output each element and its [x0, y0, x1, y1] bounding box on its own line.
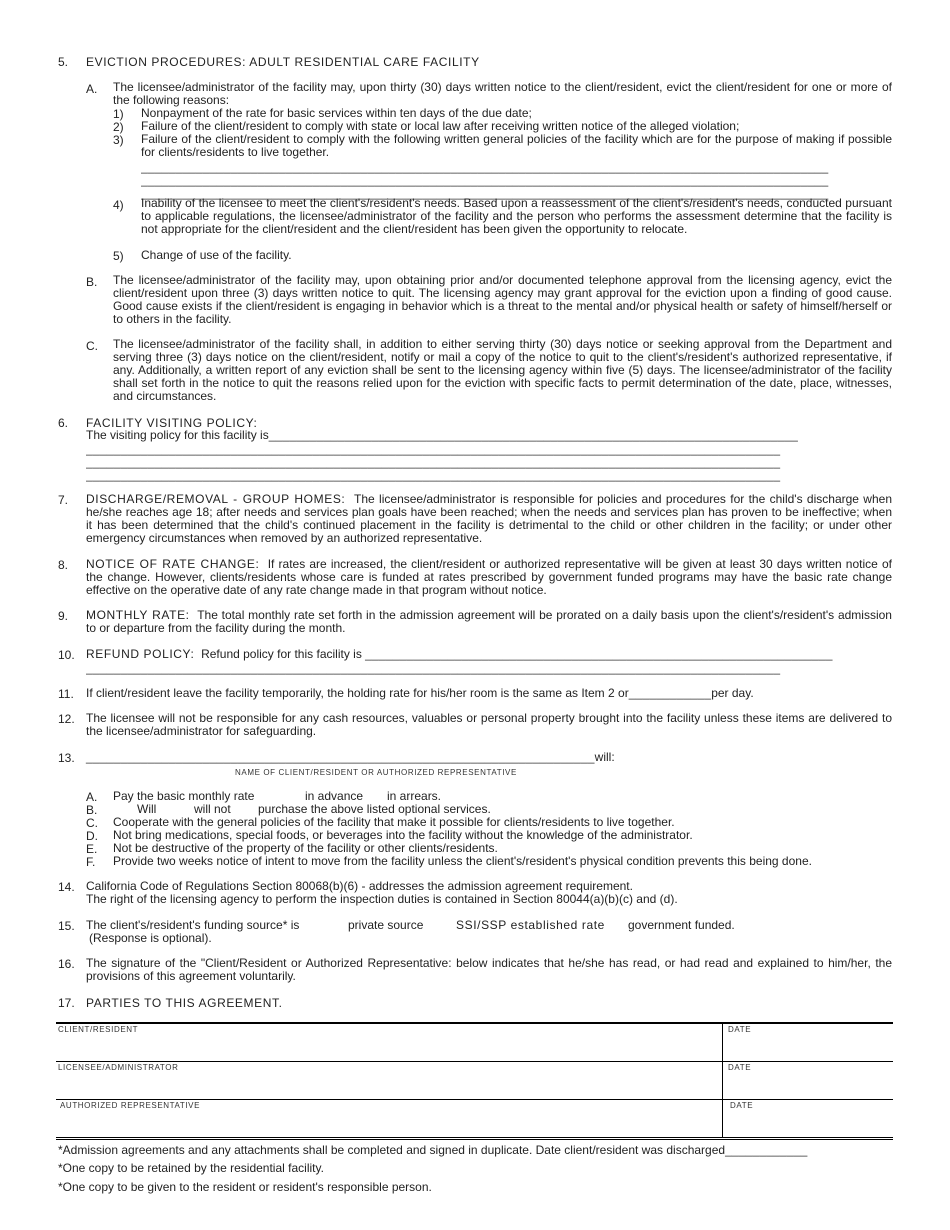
refund-policy-line-2[interactable]: _____________________________________________________________________________________________________	[86, 662, 781, 675]
reason-3-blank-line-1[interactable]: ____________________________________________________________________________________________________	[141, 161, 829, 174]
section-15-text: The client's/resident's funding source* is	[86, 918, 300, 932]
section-7-body: The licensee/administrator is responsible for policies and procedures for the child's discharge when he/she reaches age 18; after needs and services plan goals have been reached; when the needs and services plan has proven to be ineffective; when it has been determined that the child's continued placement in the facility is detrimental to the child or other children in the facility; or under other emergency circumstances when removed by an authorized representative.	[86, 492, 892, 545]
client-resident-signature-field[interactable]	[56, 1034, 720, 1060]
client-resident-date-label: DATE	[728, 1025, 752, 1034]
section-5a-text: The licensee/administrator of the facility may, upon thirty (30) days written notice to the client/resident, evict the client/resident for one or more of the following reasons:	[113, 80, 892, 107]
section-6-title: FACILITY VISITING POLICY:	[86, 416, 258, 430]
reason-5-text: Change of use of the facility.	[141, 248, 292, 262]
client-resident-label: CLIENT/RESIDENT	[58, 1025, 139, 1034]
licensee-administrator-date-label: DATE	[728, 1063, 752, 1072]
section-6-lead	[86, 429, 798, 442]
will-not-option[interactable]: will not	[194, 802, 231, 816]
footer-note-1-text: *Admission agreements and any attachments shall be completed and signed in duplicate. Date client/resident was discharged	[58, 1143, 726, 1157]
funding-private-source-option[interactable]: private source	[348, 918, 424, 932]
client-name-blank[interactable]: __________________________________________________________________________	[86, 750, 595, 764]
signature-row-2-rule	[56, 1099, 893, 1100]
reason-2-number: 2)	[113, 120, 124, 134]
item-13a-text: Pay the basic monthly rate	[113, 789, 255, 803]
section-8-body: If rates are increased, the client/resident or authorized representative will be given at least 30 days written notice of the change. However, clients/residents whose care is funded at rates prescribed by government funded programs may have the basic rate change effective on the operative date of any rate change made in that program without notice.	[86, 557, 892, 597]
item-13c-text: Cooperate with the general policies of the facility that make it possible for clients/residents to live together.	[113, 815, 675, 829]
visiting-policy-blank[interactable]: _____________________________________________________________________________	[268, 428, 799, 442]
section-6-number: 6.	[58, 416, 69, 430]
section-9-body: The total monthly rate set forth in the admission agreement will be prorated on a daily basis upon the client's/resident's admission to or departure from the facility during the month.	[86, 608, 892, 635]
section-9-text	[86, 609, 892, 635]
section-12-number: 12.	[58, 712, 75, 726]
section-8-text	[86, 558, 892, 597]
item-13d-text: Not bring medications, special foods, or beverages into the facility without the knowledge of the administrator.	[113, 828, 693, 842]
section-7-title: DISCHARGE/REMOVAL - GROUP HOMES:	[86, 492, 346, 506]
section-5-title: EVICTION PROCEDURES: ADULT RESIDENTIAL CARE FACILITY	[86, 55, 480, 69]
reason-5-number: 5)	[113, 249, 124, 263]
reason-3-blank-line-2[interactable]: ____________________________________________________________________________________________________	[141, 174, 829, 187]
licensee-administrator-signature-field[interactable]	[56, 1072, 720, 1098]
item-13f-text: Provide two weeks notice of intent to move from the facility unless the client's/resident's physical condition prevents this being done.	[113, 854, 812, 868]
item-13e-letter: E.	[86, 842, 98, 856]
section-13-name-line	[86, 751, 615, 764]
item-13c-letter: C.	[86, 816, 98, 830]
footer-note-1	[58, 1144, 808, 1157]
funding-government-option[interactable]: government funded.	[628, 918, 735, 932]
visiting-policy-line-2[interactable]: _____________________________________________________________________________________________________	[86, 443, 781, 456]
refund-policy-label: Refund policy for this facility is	[201, 647, 362, 661]
section-5c-letter: C.	[86, 339, 98, 353]
will-option[interactable]: Will	[137, 802, 157, 816]
holding-rate-blank[interactable]: ____________	[628, 686, 712, 700]
item-13b-letter: B.	[86, 803, 98, 817]
visiting-policy-label: The visiting policy for this facility is	[86, 428, 269, 442]
section-17-title: PARTIES TO THIS AGREEMENT.	[86, 996, 283, 1010]
funding-ssi-ssp-option[interactable]: SSI/SSP established rate	[456, 918, 605, 932]
section-5b-text: The licensee/administrator of the facility may, upon obtaining prior and/or documented telephone approval from the licensing agency, evict the client/resident upon three (3) days written notice to quit. The licensing agency may grant approval for the eviction upon a finding of good cause. Good cause exists if the client/resident is engaging in behavior which is a threat to the mental and/or physical health or safety of himself/herself or to others in the facility.	[113, 273, 892, 326]
section-11-text	[86, 687, 754, 700]
reason-4-text: Inability of the licensee to meet the client's/resident's needs. Based upon a reassessment of the client's/resident's needs, conducted pursuant to applicable regulations, the licensee/administrator of the facility and the person who performs the assessment determine that the facility is not appropriate for the client/resident and the client/resident has been given the opportunity to relocate.	[141, 196, 892, 236]
discharge-date-blank[interactable]: ____________	[725, 1143, 808, 1157]
section-7-number: 7.	[58, 493, 69, 507]
reason-3-number: 3)	[113, 133, 124, 147]
section-15-number: 15.	[58, 919, 75, 933]
item-13e-text: Not be destructive of the property of the facility or other clients/residents.	[113, 841, 498, 855]
reason-1-number: 1)	[113, 107, 124, 121]
section-7-text	[86, 493, 892, 545]
signature-table-date-divider	[722, 1023, 723, 1138]
section-8-title: NOTICE OF RATE CHANGE:	[86, 557, 260, 571]
visiting-policy-line-3[interactable]: _____________________________________________________________________________________________________	[86, 456, 781, 469]
reason-1-text: Nonpayment of the rate for basic services within ten days of the due date;	[141, 106, 532, 120]
section-13-number: 13.	[58, 751, 75, 765]
section-13-will: will:	[594, 750, 615, 764]
visiting-policy-line-4[interactable]: _____________________________________________________________________________________________________	[86, 469, 781, 482]
section-9-number: 9.	[58, 609, 69, 623]
client-resident-date-field[interactable]	[725, 1034, 891, 1060]
section-11-number: 11.	[58, 687, 74, 701]
section-12-text: The licensee will not be responsible for any cash resources, valuables or personal property brought into the facility unless these items are delivered to the licensee/administrator for safeguarding.	[86, 711, 892, 738]
authorized-representative-date-field[interactable]	[725, 1110, 891, 1136]
footer-note-2: *One copy to be retained by the residential facility.	[58, 1161, 324, 1175]
section-5-number: 5.	[58, 55, 69, 69]
authorized-representative-label: AUTHORIZED REPRESENTATIVE	[60, 1101, 201, 1110]
licensee-administrator-date-field[interactable]	[725, 1072, 891, 1098]
signature-table-bottom-rule-2	[56, 1139, 893, 1140]
authorized-representative-signature-field[interactable]	[56, 1110, 720, 1136]
pay-in-advance-option[interactable]: in advance	[305, 789, 364, 803]
holding-rate-tail: per day.	[711, 686, 754, 700]
item-13b-text: purchase the above listed optional services.	[258, 802, 491, 816]
section-8-number: 8.	[58, 558, 69, 572]
section-14-number: 14.	[58, 880, 75, 894]
item-13f-letter: F.	[86, 855, 96, 869]
section-15-note: (Response is optional).	[89, 931, 212, 945]
section-10-title: REFUND POLICY:	[86, 647, 195, 661]
section-10-number: 10.	[58, 648, 75, 662]
footer-note-3: *One copy to be given to the resident or resident's responsible person.	[58, 1180, 432, 1194]
section-5a-letter: A.	[86, 82, 98, 96]
section-10-lead	[86, 648, 833, 661]
reason-3-text: Failure of the client/resident to comply with the following written general policies of the facility which are for the purpose of making if possible for clients/residents to live together.	[141, 132, 892, 159]
licensee-administrator-label: LICENSEE/ADMINISTRATOR	[58, 1063, 179, 1072]
section-14-line-1: California Code of Regulations Section 80068(b)(6) - addresses the admission agreement requirement.	[86, 879, 633, 893]
refund-policy-blank[interactable]: ____________________________________________________________________	[365, 647, 833, 661]
pay-in-arrears-option[interactable]: in arrears.	[387, 789, 442, 803]
signature-table-bottom-rule-1	[56, 1137, 893, 1138]
signature-table-top-rule	[56, 1022, 893, 1024]
section-14-line-2: The right of the licensing agency to perform the inspection duties is contained in Section 80044(a)(b)(c) and (d).	[86, 892, 678, 906]
reason-2-text: Failure of the client/resident to comply with state or local law after receiving written notice of the alleged violation;	[141, 119, 740, 133]
section-16-number: 16.	[58, 957, 75, 971]
section-9-title: MONTHLY RATE:	[86, 608, 190, 622]
section-16-text: The signature of the "Client/Resident or Authorized Representative: below indicates that he/she has read, or had read and explained to him/her, the provisions of this agreement voluntarily.	[86, 956, 892, 983]
section-5c-text: The licensee/administrator of the facility shall, in addition to either serving thirty (30) days notice or seeking approval from the Department and serving three (3) days notice on the client/resident, notify or mail a copy of the notice to quit to the client's/resident's authorized representative, if any. Additionally, a written report of any eviction shall be sent to the licensing agency within five (5) days. The licensee/administrator of the facility shall set forth in the notice to quit the reasons relied upon for the eviction with specific facts to permit determination of the date, place, witnesses, and circumstances.	[113, 337, 892, 403]
section-5b-letter: B.	[86, 275, 98, 289]
item-13d-letter: D.	[86, 829, 98, 843]
authorized-representative-date-label: DATE	[730, 1101, 754, 1110]
section-17-number: 17.	[58, 996, 75, 1010]
signature-row-1-rule	[56, 1061, 893, 1062]
reason-4-number: 4)	[113, 198, 124, 212]
reason-3-blank-line-3[interactable]: ____________________________________________________________________________________________________	[141, 187, 829, 200]
client-name-caption: NAME OF CLIENT/RESIDENT OR AUTHORIZED REPRESENTATIVE	[235, 768, 517, 777]
holding-rate-text: If client/resident leave the facility temporarily, the holding rate for his/her room is the same as Item 2 or	[86, 686, 629, 700]
item-13a-letter: A.	[86, 790, 98, 804]
